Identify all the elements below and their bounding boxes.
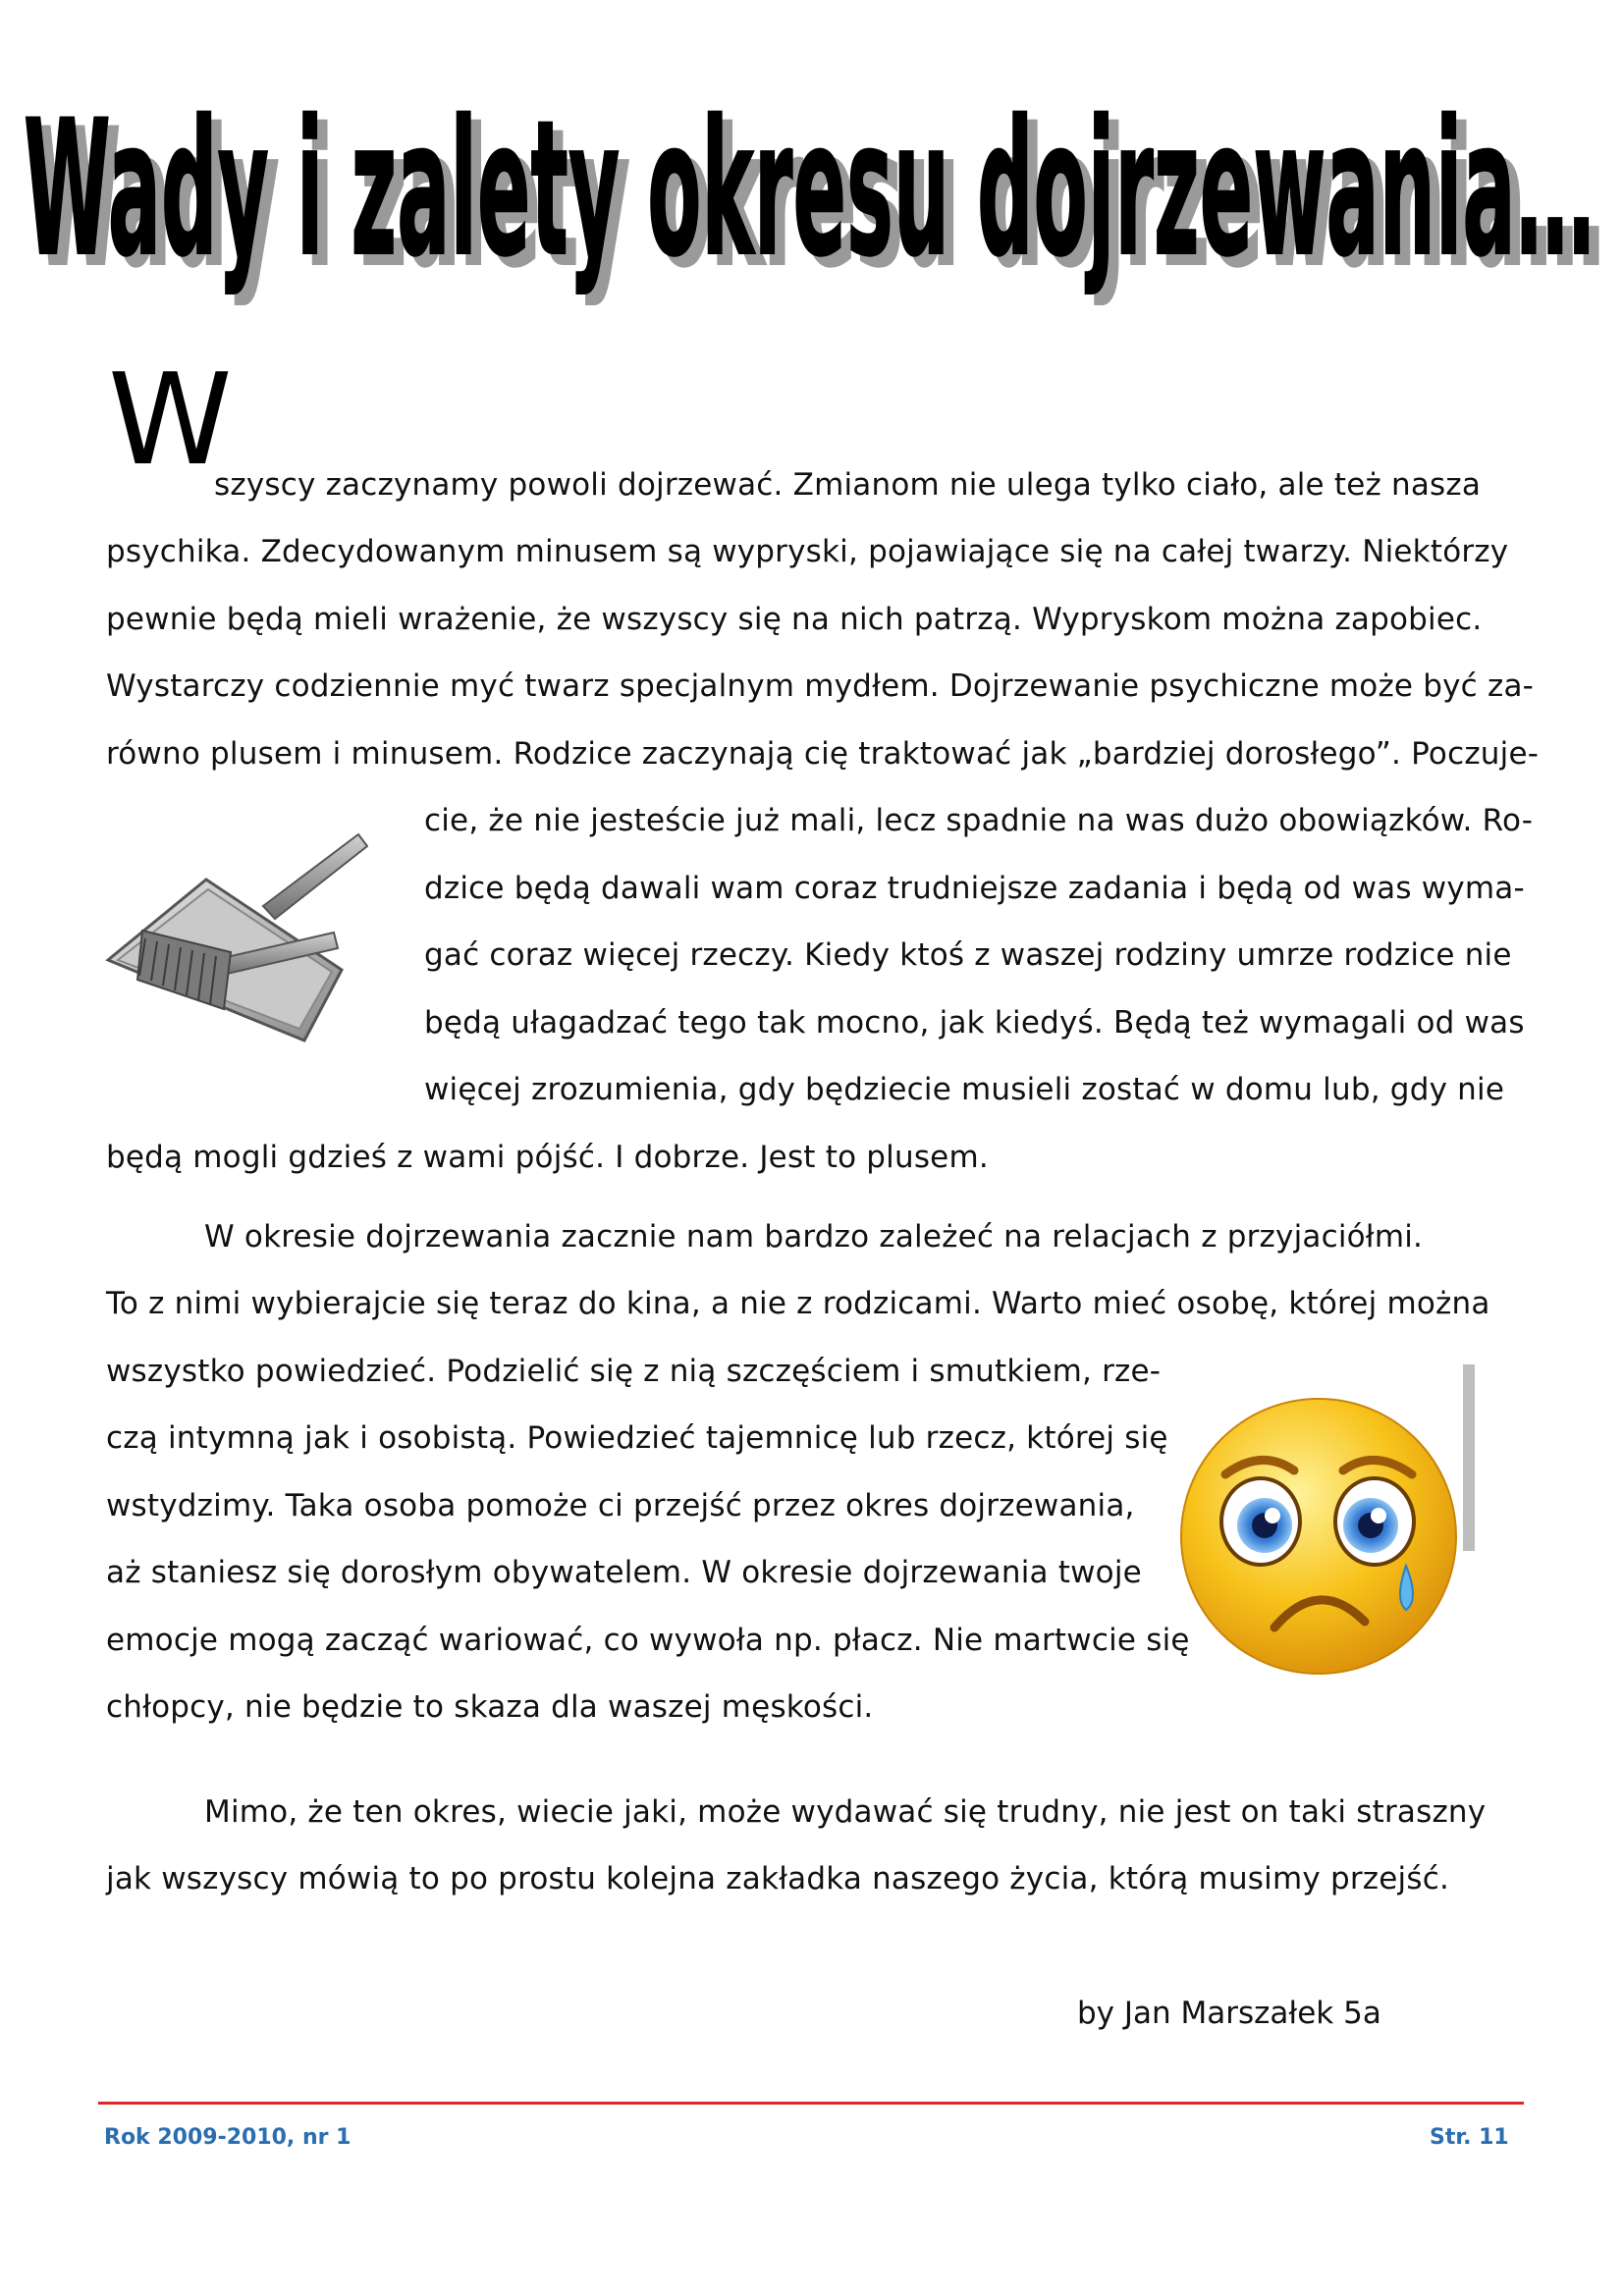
drop-cap: W: [108, 347, 227, 494]
paragraph-line: jak wszyscy mówią to po prostu kolejna zakładka naszego życia, którą musimy przejść.: [106, 1861, 1449, 1896]
paragraph-line: To z nimi wybierajcie się teraz do kina, a nie z rodzicami. Warto mieć osobę, której można: [106, 1286, 1490, 1321]
paragraph-line: pewnie będą mieli wrażenie, że wszyscy się na nich patrzą. Wypryskom można zapobiec.: [106, 602, 1483, 637]
footer-issue: Rok 2009-2010, nr 1: [104, 2125, 352, 2150]
crying-smiley-icon: [1178, 1364, 1478, 1693]
paragraph-line: równo plusem i minusem. Rodzice zaczynają cię traktować jak „bardziej dorosłego”. Poczuje-: [106, 736, 1540, 772]
paragraph-line: cie, że nie jesteście już mali, lecz spadnie na was dużo obowiązków. Ro-: [424, 803, 1534, 838]
page-title-shadow: Wady i zalety okresu dojrzewania…: [33, 90, 1604, 307]
paragraph-line: będą ułagadzać tego tak mocno, jak kiedyś. Będą też wymagali od was: [424, 1005, 1525, 1041]
footer-page-number: Str. 11: [1430, 2125, 1509, 2150]
paragraph-line: szyscy zaczynamy powoli dojrzewać. Zmianom nie ulega tylko ciało, ale też nasza: [214, 467, 1482, 503]
page-title: [20, 88, 1615, 324]
paragraph-line: emocje mogą zacząć wariować, co wywoła np. płacz. Nie martwcie się: [106, 1623, 1190, 1658]
paragraph-line: będą mogli gdzieś z wami pójść. I dobrze. Jest to plusem.: [106, 1140, 989, 1175]
footer-divider: [98, 2102, 1524, 2105]
paragraph-line: Wystarczy codziennie myć twarz specjalnym mydłem. Dojrzewanie psychiczne może być za-: [106, 668, 1535, 704]
paragraph-line: psychika. Zdecydowanym minusem są wypryski, pojawiające się na całej twarzy. Niektórzy: [106, 534, 1509, 569]
page-title-text: Wady i zalety okresu dojrzewania…: [24, 88, 1595, 297]
paragraph-line: W okresie dojrzewania zacznie nam bardzo zależeć na relacjach z przyjaciółmi.: [204, 1219, 1424, 1255]
paragraph-line: czą intymną jak i osobistą. Powiedzieć tajemnicę lub rzecz, której się: [106, 1420, 1168, 1456]
paragraph-line: gać coraz więcej rzeczy. Kiedy ktoś z waszej rodziny umrze rodzice nie: [424, 937, 1512, 973]
paragraph-line: aż staniesz się dorosłym obywatelem. W okresie dojrzewania twoje: [106, 1555, 1142, 1590]
author-byline: by Jan Marszałek 5a: [1077, 1996, 1381, 2031]
paragraph-line: wszystko powiedzieć. Podzielić się z nią szczęściem i smutkiem, rze-: [106, 1354, 1162, 1389]
paragraph-line: wstydzimy. Taka osoba pomoże ci przejść przez okres dojrzewania,: [106, 1488, 1135, 1523]
paragraph-line: dzice będą dawali wam coraz trudniejsze zadania i będą od was wyma-: [424, 871, 1525, 906]
paragraph-line: więcej zrozumienia, gdy będziecie musieli zostać w domu lub, gdy nie: [424, 1072, 1505, 1107]
paragraph-line: chłopcy, nie będzie to skaza dla waszej męskości.: [106, 1689, 874, 1725]
paragraph-line: Mimo, że ten okres, wiecie jaki, może wydawać się trudny, nie jest on taki straszny: [204, 1794, 1487, 1830]
dustpan-brush-icon: [98, 823, 368, 1068]
